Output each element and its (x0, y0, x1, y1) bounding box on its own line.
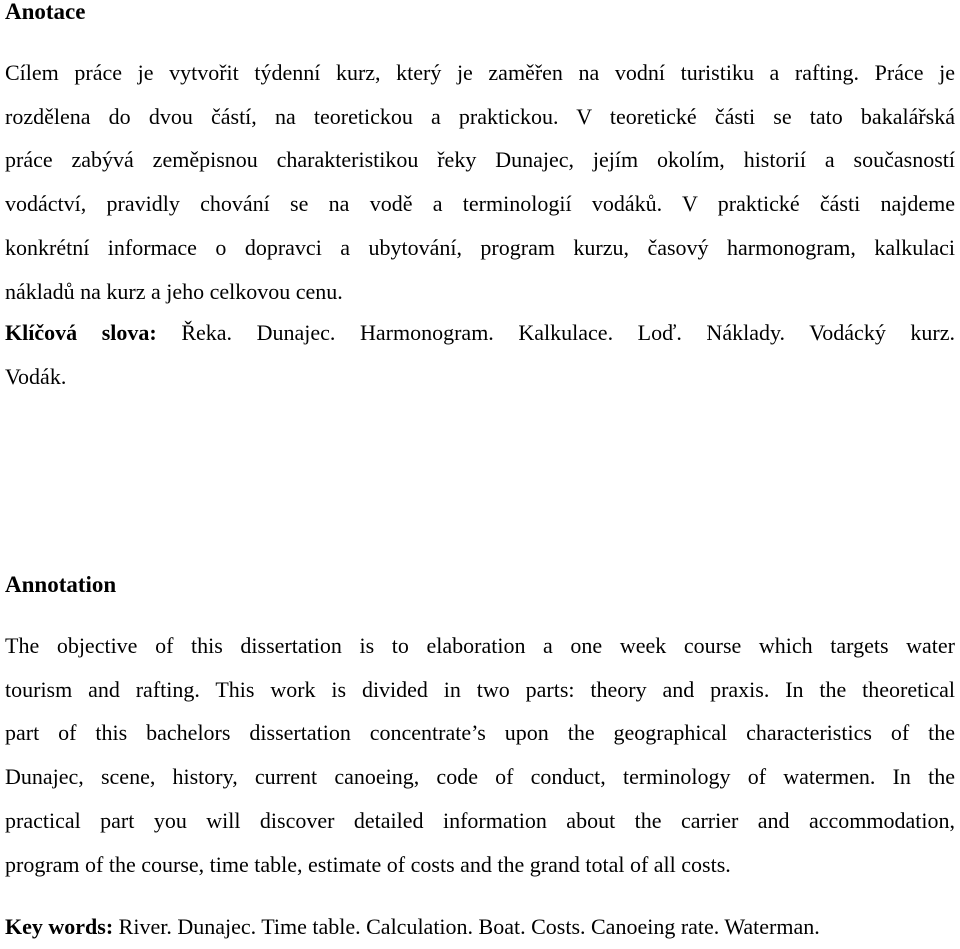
czech-keywords-text: Řeka. Dunajec. Harmonogram. Kalkulace. Loď. Náklady. Vodácký kurz. (181, 320, 956, 345)
english-paragraph-line: Dunajec, scene, history, current canoeing, code of conduct, terminology of watermen. In the (5, 764, 955, 790)
czech-paragraph-line: Cílem práce je vytvořit týdenní kurz, který je zaměřen na vodní turistiku a rafting. Práce je (5, 60, 955, 85)
czech-keywords-line (5, 311, 955, 355)
czech-paragraph-line: nákladů na kurz a jeho celkovou cenu. (5, 278, 343, 304)
czech-annotation-paragraph (5, 51, 955, 313)
english-keywords (5, 905, 955, 949)
czech-keywords-label: Klíčová slova: (5, 320, 157, 345)
czech-paragraph-line: rozdělena do dvou částí, na teoretickou a praktickou. V teoretické části se tato bakalářská (5, 103, 955, 129)
czech-paragraph-line: vodáctví, pravidly chování se na vodě a terminologií vodáků. V praktické části najdeme (5, 191, 955, 217)
czech-paragraph-line: konkrétní informace o dopravci a ubytování, program kurzu, časový harmonogram, kalkulaci (5, 234, 955, 260)
czech-paragraph-line: práce zabývá zeměpisnou charakteristikou řeky Dunajec, jejím okolím, historií a současností (5, 147, 955, 173)
english-annotation-paragraph (5, 624, 955, 886)
english-keywords-text: River. Dunajec. Time table. Calculation. Boat. Costs. Canoeing rate. Waterman. (118, 914, 820, 939)
english-annotation-heading: Annotation (5, 572, 117, 597)
czech-keywords-continuation: Vodák. (5, 363, 67, 389)
english-paragraph-line: practical part you will discover detailed information about the carrier and accommodation, (5, 807, 955, 833)
english-paragraph-line: part of this bachelors dissertation concentrate’s upon the geographical characteristics of the (5, 720, 955, 746)
english-paragraph-line: tourism and rafting. This work is divided in two parts: theory and praxis. In the theoretical (5, 676, 955, 702)
english-paragraph-line: program of the course, time table, estimate of costs and the grand total of all costs. (5, 851, 731, 877)
english-keywords-label: Key words: (5, 914, 114, 939)
czech-annotation-heading: Anotace (5, 0, 86, 24)
english-paragraph-line: The objective of this dissertation is to elaboration a one week course which targets water (5, 633, 955, 658)
english-keywords-line (5, 905, 955, 949)
czech-keywords (5, 311, 955, 398)
